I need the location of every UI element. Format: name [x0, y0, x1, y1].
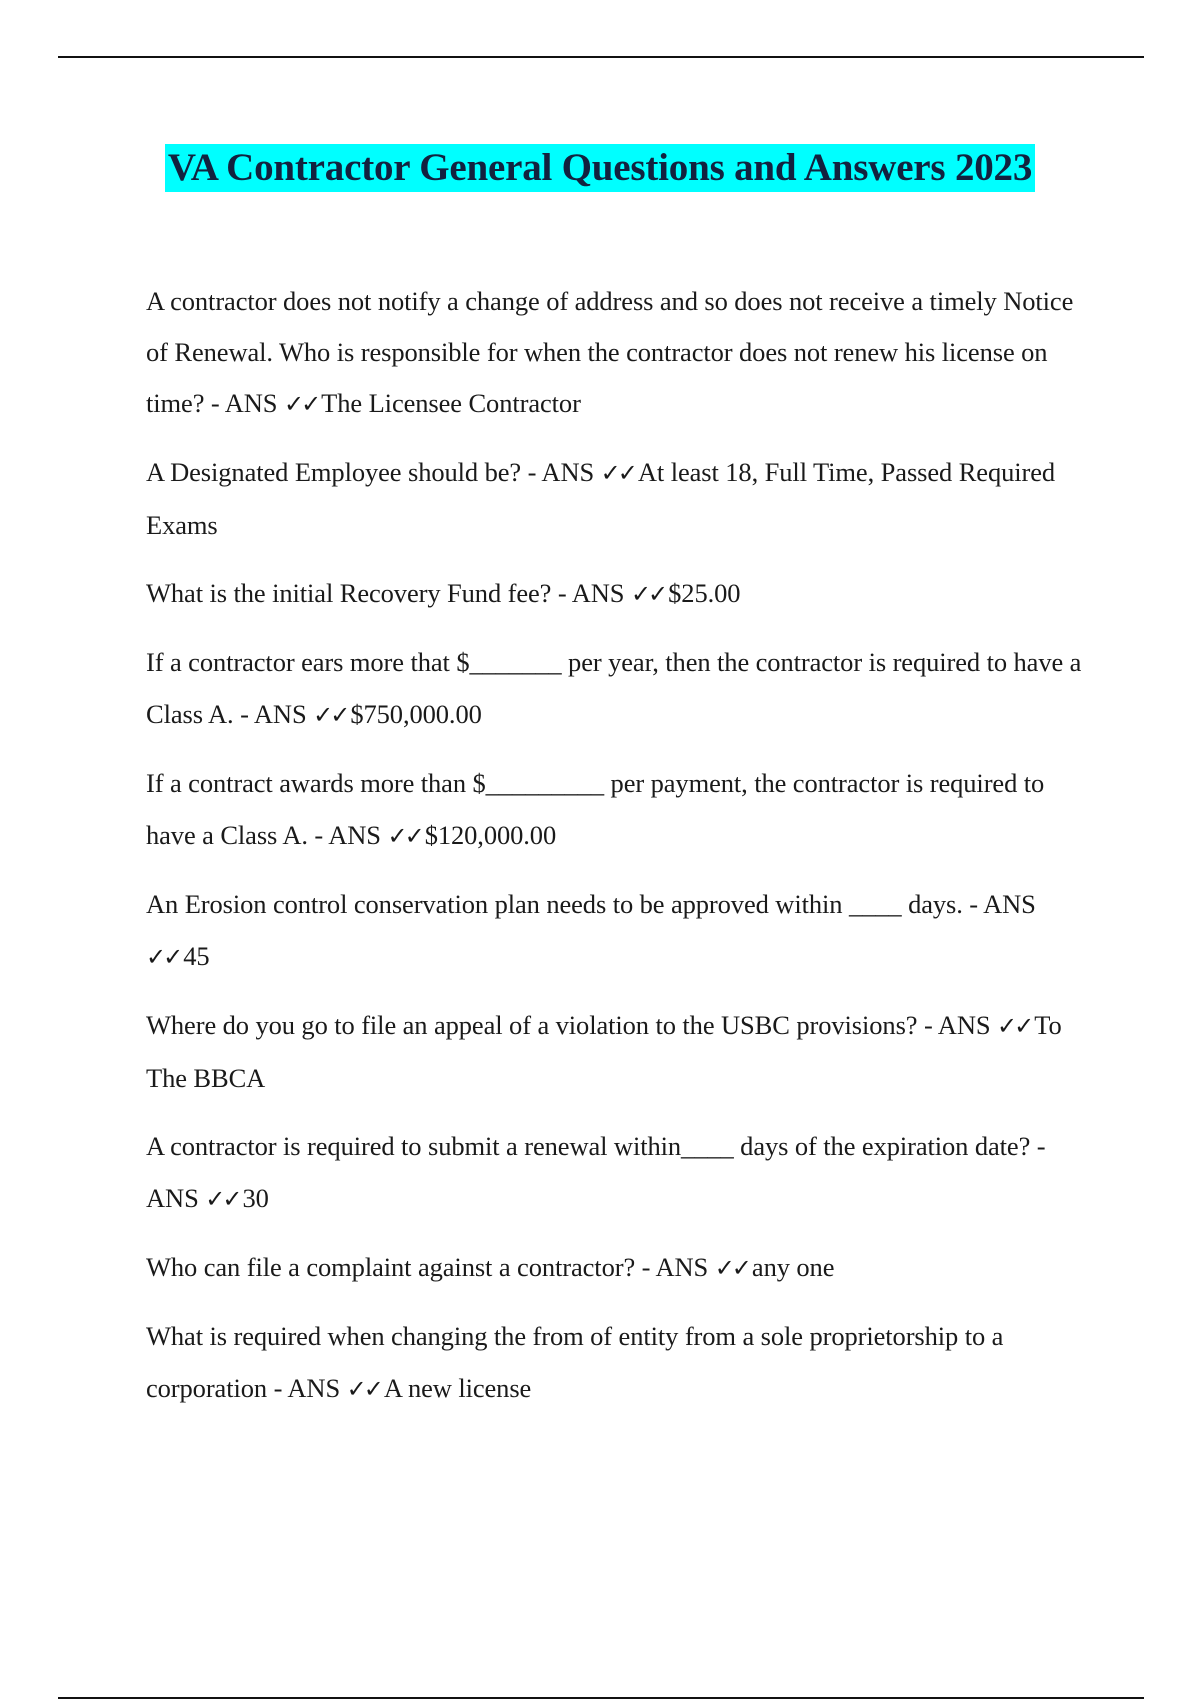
question-text: A contractor is required to submit a renewal within____ days of the expiration date? - [146, 1131, 1046, 1161]
question-text: If a contractor ears more that $_______ per year, then the contractor is required to have a Class A. - [146, 647, 1082, 729]
answer-text: At least 18, Full Time, Passed Required Exams [146, 457, 1056, 540]
qa-item [146, 636, 1091, 741]
check-mark-icon: ✓✓ [600, 459, 635, 487]
answer-prefix: ANS [224, 388, 278, 418]
answer-prefix: ANS [655, 1252, 709, 1282]
question-text: A Designated Employee should be? - [146, 457, 537, 487]
answer-text: 30 [242, 1183, 269, 1213]
answer-text: any one [751, 1252, 835, 1282]
answer-prefix: ANS [328, 820, 381, 850]
header-rule [58, 56, 1144, 58]
answer-text: 45 [183, 941, 210, 971]
qa-item [146, 878, 1091, 983]
qa-list [146, 276, 1091, 1431]
question-text: If a contract awards more than $_________ per payment, the contractor is required to have a Class A. - [146, 768, 1045, 850]
check-mark-icon: ✓✓ [146, 943, 181, 971]
question-text: An Erosion control conservation plan needs to be approved within ____ days. - [146, 889, 979, 919]
question-text: Where do you go to file an appeal of a violation to the USBC provisions? - [146, 1010, 933, 1040]
question-text: A contractor does not notify a change of address and so does not receive a timely Notice of Renewal. Who is responsible for when the contractor does not renew his license on time? - [146, 286, 1074, 418]
answer-prefix: ANS [571, 578, 625, 608]
document-title: VA Contractor General Questions and Answers 2023 [165, 144, 1035, 192]
qa-item [146, 757, 1091, 862]
check-mark-icon: ✓✓ [205, 1185, 240, 1213]
answer-text: A new license [383, 1373, 532, 1403]
answer-text: $120,000.00 [424, 820, 557, 850]
qa-item [146, 1241, 1091, 1294]
answer-prefix: ANS [287, 1373, 341, 1403]
answer-prefix: ANS [541, 457, 595, 487]
check-mark-icon: ✓✓ [630, 580, 666, 608]
question-text: What is the initial Recovery Fund fee? - [146, 578, 567, 608]
check-mark-icon: ✓✓ [387, 822, 422, 850]
check-mark-icon: ✓✓ [346, 1375, 381, 1403]
qa-item [146, 446, 1091, 551]
answer-text: The Licensee Contractor [321, 388, 581, 418]
answer-text: $750,000.00 [350, 699, 482, 729]
check-mark-icon: ✓✓ [997, 1012, 1032, 1040]
question-text: What is required when changing the from of entity from a sole proprietorship to a corporation - [146, 1321, 1004, 1403]
check-mark-icon: ✓✓ [313, 701, 348, 729]
qa-item [146, 1120, 1091, 1225]
answer-prefix: ANS [253, 699, 307, 729]
answer-prefix: ANS [937, 1010, 991, 1040]
question-text: Who can file a complaint against a contractor? - [146, 1252, 651, 1282]
qa-item [146, 1310, 1091, 1415]
qa-item [146, 567, 1091, 620]
check-mark-icon: ✓✓ [283, 390, 319, 418]
answer-prefix: ANS [146, 1183, 199, 1213]
qa-item [146, 276, 1091, 430]
check-mark-icon: ✓✓ [714, 1254, 749, 1282]
answer-text: To The BBCA [146, 1010, 1062, 1093]
qa-item [146, 999, 1091, 1104]
footer-rule [58, 1697, 1144, 1699]
title-container [0, 144, 1200, 192]
answer-text: $25.00 [668, 578, 741, 608]
answer-prefix: ANS [983, 889, 1036, 919]
